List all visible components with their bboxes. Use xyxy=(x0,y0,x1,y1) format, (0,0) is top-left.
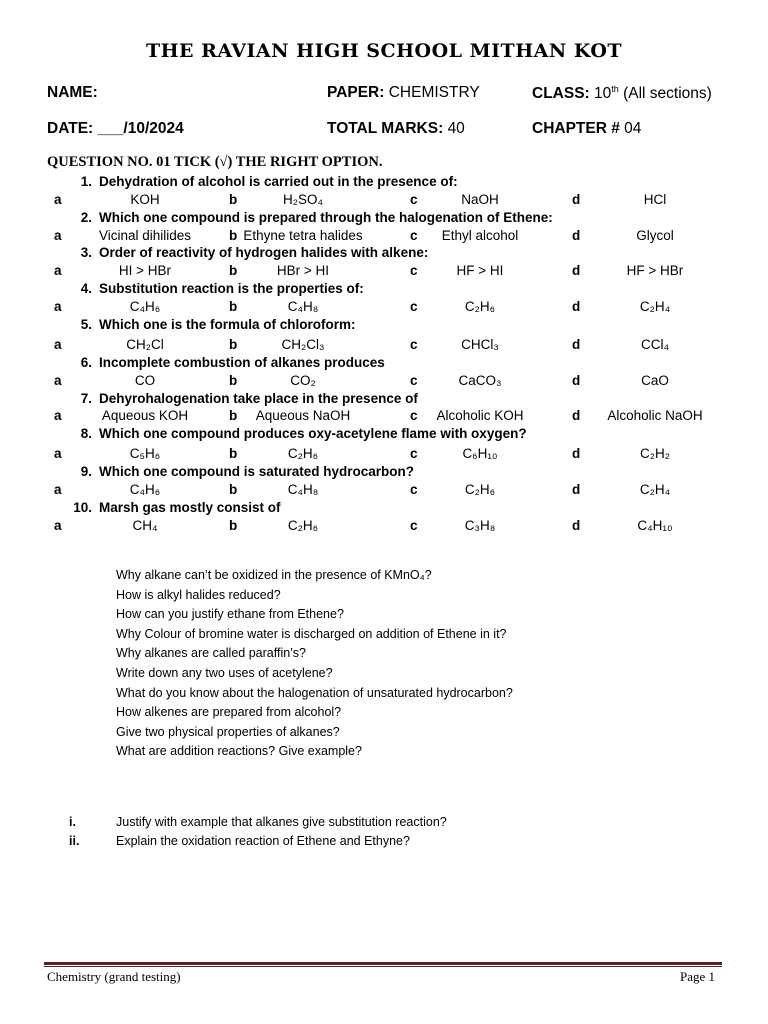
long-question-number: ii. xyxy=(69,834,80,848)
mcq-question-text: Incomplete combustion of alkanes produces xyxy=(99,355,385,370)
option-letter: b xyxy=(229,228,238,243)
option-text: CH₂Cl xyxy=(126,337,164,352)
marks-label: TOTAL MARKS: xyxy=(327,120,444,137)
mcq-question-text: Substitution reaction is the properties of: xyxy=(99,281,364,296)
mcq-options-row xyxy=(0,337,768,355)
option-text: C₄H₆ xyxy=(129,299,161,314)
option-text: C₆H₁₀ xyxy=(462,446,498,461)
short-question: Write down any two uses of acetylene? xyxy=(116,666,333,680)
mcq-options-row xyxy=(0,408,768,426)
mcq-question xyxy=(70,464,414,479)
option-letter: a xyxy=(54,263,62,278)
option-text: C₄H₈ xyxy=(287,482,319,497)
mcq-question-text: Which one compound is prepared through the halogenation of Ethene: xyxy=(99,210,553,225)
option-letter: c xyxy=(410,263,418,278)
option-text: C₃H₈ xyxy=(464,518,496,533)
option-letter: a xyxy=(54,518,62,533)
option-text: NaOH xyxy=(461,192,499,207)
option-text: CCl₄ xyxy=(640,337,669,352)
option-letter: b xyxy=(229,446,238,461)
mcq-number: 1. xyxy=(80,174,92,189)
option-text: CaO xyxy=(641,373,669,388)
mcq-question xyxy=(70,355,385,370)
option-text: C₂H₆ xyxy=(287,518,319,533)
option-letter: d xyxy=(572,446,581,461)
short-question: How can you justify ethane from Ethene? xyxy=(116,607,344,622)
date-label: DATE: xyxy=(47,120,94,137)
short-question: Why alkane can’t be oxidized in the presence of KMnO₄? xyxy=(116,568,432,582)
short-question: Why alkanes are called paraffin’s? xyxy=(116,646,306,661)
class-value: 10th (All sections) xyxy=(594,84,712,103)
option-text: CH₄ xyxy=(132,518,158,533)
footer-subject: Chemistry (grand testing) xyxy=(47,969,181,984)
school-title: THE RAVIAN HIGH SCHOOL MITHAN KOT xyxy=(145,40,623,62)
mcq-heading: QUESTION NO. 01 TICK (√) THE RIGHT OPTION. xyxy=(47,154,383,170)
mcq-question xyxy=(70,500,281,515)
long-question-number: i. xyxy=(69,815,76,829)
mcq-options-row xyxy=(0,228,768,246)
option-letter: d xyxy=(572,482,581,497)
class-field xyxy=(532,84,712,103)
option-text: Ethyne tetra halides xyxy=(243,228,363,243)
marks-value: 40 xyxy=(447,120,465,137)
mcq-options-row xyxy=(0,373,768,391)
short-question: Give two physical properties of alkanes? xyxy=(116,724,340,739)
marks-field xyxy=(327,120,465,138)
option-letter: c xyxy=(410,482,418,497)
name-label: NAME: xyxy=(47,84,98,101)
option-text: C₄H₆ xyxy=(129,482,161,497)
option-letter: c xyxy=(410,446,418,461)
mcq-number: 2. xyxy=(80,210,92,225)
mcq-question-text: Which one is the formula of chloroform: xyxy=(99,317,356,332)
option-letter: d xyxy=(572,408,581,423)
option-letter: c xyxy=(410,192,418,207)
mcq-number: 9. xyxy=(80,464,92,479)
short-question: Why Colour of bromine water is discharged on addition of Ethene in it? xyxy=(116,626,507,641)
option-letter: d xyxy=(572,192,581,207)
option-letter: b xyxy=(229,408,238,423)
mcq-question-text: Which one compound produces oxy-acetylene flame with oxygen? xyxy=(99,426,527,441)
footer-rule-thin xyxy=(44,966,722,967)
option-text: C₂H₂ xyxy=(640,446,670,461)
option-text: Vicinal dihilides xyxy=(98,228,192,243)
paper-value: CHEMISTRY xyxy=(388,84,480,101)
option-letter: a xyxy=(54,408,62,423)
long-question: Justify with example that alkanes give substitution reaction? xyxy=(116,815,447,829)
mcq-question xyxy=(70,317,356,332)
mcq-question xyxy=(70,391,418,406)
option-text: CO xyxy=(134,373,156,388)
mcq-number: 10. xyxy=(73,500,92,515)
option-letter: b xyxy=(229,192,238,207)
short-question: How alkenes are prepared from alcohol? xyxy=(116,705,342,720)
mcq-question xyxy=(70,426,527,441)
option-letter: a xyxy=(54,192,62,207)
option-letter: b xyxy=(229,482,238,497)
option-text: HF > HI xyxy=(456,263,504,278)
mcq-question xyxy=(70,174,458,189)
mcq-question-text: Dehyrohalogenation take place in the presence of xyxy=(99,391,418,406)
option-text: HI > HBr xyxy=(118,263,172,278)
mcq-question xyxy=(70,281,364,296)
option-text: HCl xyxy=(643,192,667,207)
mcq-number: 8. xyxy=(80,426,92,441)
paper-field xyxy=(327,84,480,102)
option-letter: b xyxy=(229,299,238,314)
chapter-value: 04 xyxy=(624,120,642,137)
class-label: CLASS: xyxy=(532,85,590,103)
option-letter: d xyxy=(572,337,581,352)
option-letter: c xyxy=(410,408,418,423)
date-value: ___/10/2024 xyxy=(97,120,184,137)
mcq-options-row xyxy=(0,192,768,210)
option-text: HBr > HI xyxy=(276,263,330,278)
long-question: Explain the oxidation reaction of Ethene and Ethyne? xyxy=(116,834,410,848)
option-letter: d xyxy=(572,373,581,388)
option-text: C₄H₈ xyxy=(287,299,319,314)
mcq-number: 5. xyxy=(80,317,92,332)
option-text: CaCO₃ xyxy=(458,373,502,388)
option-letter: d xyxy=(572,518,581,533)
option-letter: a xyxy=(54,299,62,314)
option-text: C₅H₆ xyxy=(129,446,161,461)
mcq-number: 7. xyxy=(80,391,92,406)
option-letter: a xyxy=(54,228,62,243)
option-text: C₄H₁₀ xyxy=(637,518,673,533)
option-letter: c xyxy=(410,337,418,352)
mcq-question-text: Marsh gas mostly consist of xyxy=(99,500,281,515)
option-text: C₂H₆ xyxy=(287,446,319,461)
option-letter: c xyxy=(410,518,418,533)
mcq-question xyxy=(70,245,428,260)
option-letter: a xyxy=(54,373,62,388)
mcq-options-row xyxy=(0,299,768,317)
option-text: Aqueous NaOH xyxy=(255,408,351,423)
option-text: H₂SO₄ xyxy=(282,192,323,207)
option-letter: d xyxy=(572,263,581,278)
chapter-label: CHAPTER # xyxy=(532,120,620,137)
option-letter: c xyxy=(410,228,418,243)
paper-label: PAPER: xyxy=(327,84,385,101)
option-letter: b xyxy=(229,263,238,278)
option-text: KOH xyxy=(130,192,160,207)
mcq-options-row xyxy=(0,263,768,281)
option-text: Alcoholic NaOH xyxy=(607,408,703,423)
option-letter: d xyxy=(572,228,581,243)
option-letter: a xyxy=(54,446,62,461)
mcq-options-row xyxy=(0,482,768,500)
option-text: C₂H₄ xyxy=(639,482,671,497)
option-letter: b xyxy=(229,518,238,533)
option-letter: d xyxy=(572,299,581,314)
chapter-field xyxy=(532,120,641,138)
footer-rule xyxy=(44,962,722,965)
option-letter: c xyxy=(410,299,418,314)
mcq-number: 3. xyxy=(80,245,92,260)
short-question: What do you know about the halogenation of unsaturated hydrocarbon? xyxy=(116,685,513,700)
mcq-question-text: Which one compound is saturated hydrocarbon? xyxy=(99,464,415,479)
option-letter: a xyxy=(54,482,62,497)
mcq-question-text: Order of reactivity of hydrogen halides with alkene: xyxy=(99,245,429,260)
page-number: Page 1 xyxy=(680,969,716,984)
option-text: C₂H₆ xyxy=(464,482,496,497)
option-letter: b xyxy=(229,373,238,388)
option-text: Alcoholic KOH xyxy=(436,408,524,423)
name-field xyxy=(47,84,98,102)
mcq-number: 4. xyxy=(80,281,92,296)
option-text: HF > HBr xyxy=(626,263,684,278)
date-field xyxy=(47,120,184,138)
short-question: What are addition reactions? Give example? xyxy=(116,744,362,759)
option-text: C₂H₄ xyxy=(639,299,671,314)
mcq-number: 6. xyxy=(80,355,92,370)
mcq-options-row xyxy=(0,446,768,464)
option-text: Ethyl alcohol xyxy=(441,228,519,243)
option-letter: a xyxy=(54,337,62,352)
option-text: Aqueous KOH xyxy=(101,408,189,423)
option-letter: c xyxy=(410,373,418,388)
mcq-question-text: Dehydration of alcohol is carried out in the presence of: xyxy=(99,174,458,189)
short-question: How is alkyl halides reduced? xyxy=(116,587,281,602)
option-text: CO₂ xyxy=(290,373,316,388)
option-letter: b xyxy=(229,337,238,352)
option-text: Glycol xyxy=(636,228,674,243)
option-text: C₂H₆ xyxy=(464,299,496,314)
mcq-question xyxy=(70,210,553,225)
option-text: CHCl₃ xyxy=(461,337,499,352)
mcq-options-row xyxy=(0,518,768,536)
option-text: CH₂Cl₃ xyxy=(281,337,325,352)
